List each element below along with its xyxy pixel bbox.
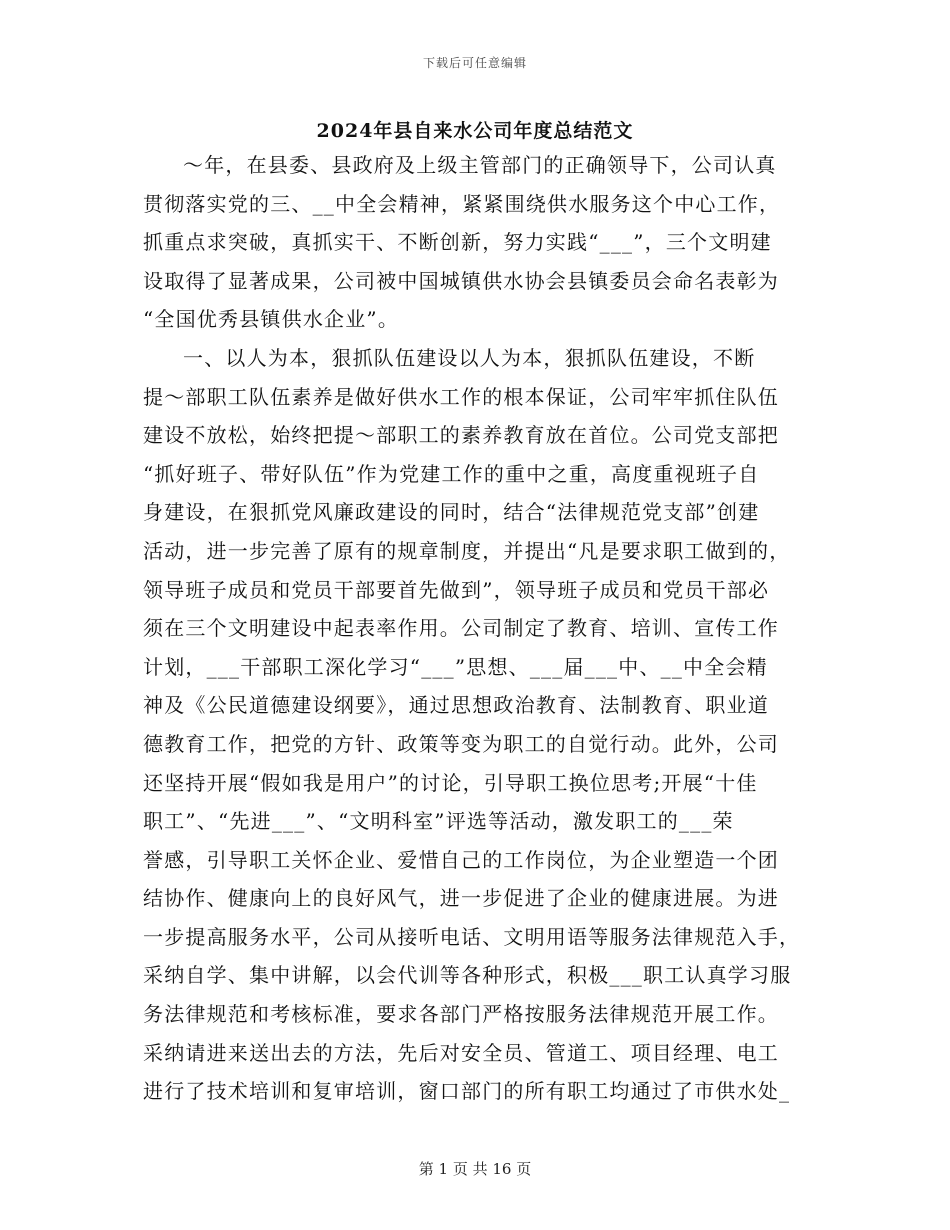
document-body (143, 146, 808, 1111)
body-line: 计划，___干部职工深化学习“___”思想、___届___中、__中全会精 (143, 654, 768, 679)
body-line: 贯彻落实党的三、__中全会精神，紧紧围绕供水服务这个中心工作， (143, 191, 781, 216)
body-line: 神及《公民道德建设纲要》，通过思想政治教育、法制教育、职业道 (143, 693, 769, 718)
body-line: 领导班子成员和党员干部要首先做到”，领导班子成员和党员干部必 (143, 577, 770, 602)
body-line: 职工”、“先进___”、“文明科室”评选等活动，激发职工的___荣 (143, 809, 734, 834)
body-line: 身建设，在狠抓党风廉政建设的同时，结合“法律规范党支部”创建 (143, 500, 760, 525)
body-line: 结协作、健康向上的良好风气，进一步促进了企业的健康进展。为进 (143, 886, 779, 911)
body-line: 抓重点求突破，真抓实干、不断创新，努力实践“___”，三个文明建 (143, 230, 772, 255)
body-line: ～年，在县委、县政府及上级主管部门的正确领导下，公司认真 (183, 153, 777, 177)
body-line: 采纳请进来送出去的方法，先后对安全员、管道工、项目经理、电工 (143, 1040, 779, 1065)
body-line: 誉感，引导职工关怀企业、爱惜自己的工作岗位，为企业塑造一个团 (143, 847, 779, 872)
body-line: 须在三个文明建设中起表率作用。公司制定了教育、培训、宣传工作 (143, 616, 779, 641)
body-line: “抓好班子、带好队伍”作为党建工作的重中之重，高度重视班子自 (143, 461, 760, 486)
body-line: “全国优秀县镇供水企业”。 (143, 307, 400, 332)
body-line: 进行了技术培训和复审培训，窗口部门的所有职工均通过了市供水处_ (143, 1079, 791, 1104)
body-line: 提～部职工队伍素养是做好供水工作的根本保证，公司牢牢抓住队伍 (143, 384, 779, 409)
body-line: 还坚持开展“假如我是用户”的讨论，引导职工换位思考;开展“十佳 (143, 770, 758, 795)
document-title: 2024年县自来水公司年度总结范文 (316, 120, 634, 142)
body-line: 一步提高服务水平，公司从接听电话、文明用语等服务法律规范入手， (143, 924, 801, 949)
body-line: 活动，进一步完善了原有的规章制度，并提出“凡是要求职工做到的， (143, 538, 791, 563)
page-header-note: 下载后可任意编辑 (422, 56, 527, 70)
body-line: 德教育工作，把党的方针、政策等变为职工的自觉行动。此外，公司 (143, 731, 779, 756)
body-line: 务法律规范和考核标准，要求各部门严格按服务法律规范开展工作。 (143, 1002, 779, 1027)
page-footer-info: 第 1 页 共 16 页 (418, 1160, 532, 1178)
body-line: 一、以人为本，狠抓队伍建设以人为本，狠抓队伍建设，不断 (183, 345, 756, 370)
body-line: 采纳自学、集中讲解，以会代训等各种形式，积极___职工认真学习服 (143, 963, 792, 988)
body-line: 设取得了显著成果，公司被中国城镇供水协会县镇委员会命名表彰为 (143, 268, 779, 293)
body-line: 建设不放松，始终把提～部职工的素养教育放在首位。公司党支部把 (143, 423, 779, 448)
